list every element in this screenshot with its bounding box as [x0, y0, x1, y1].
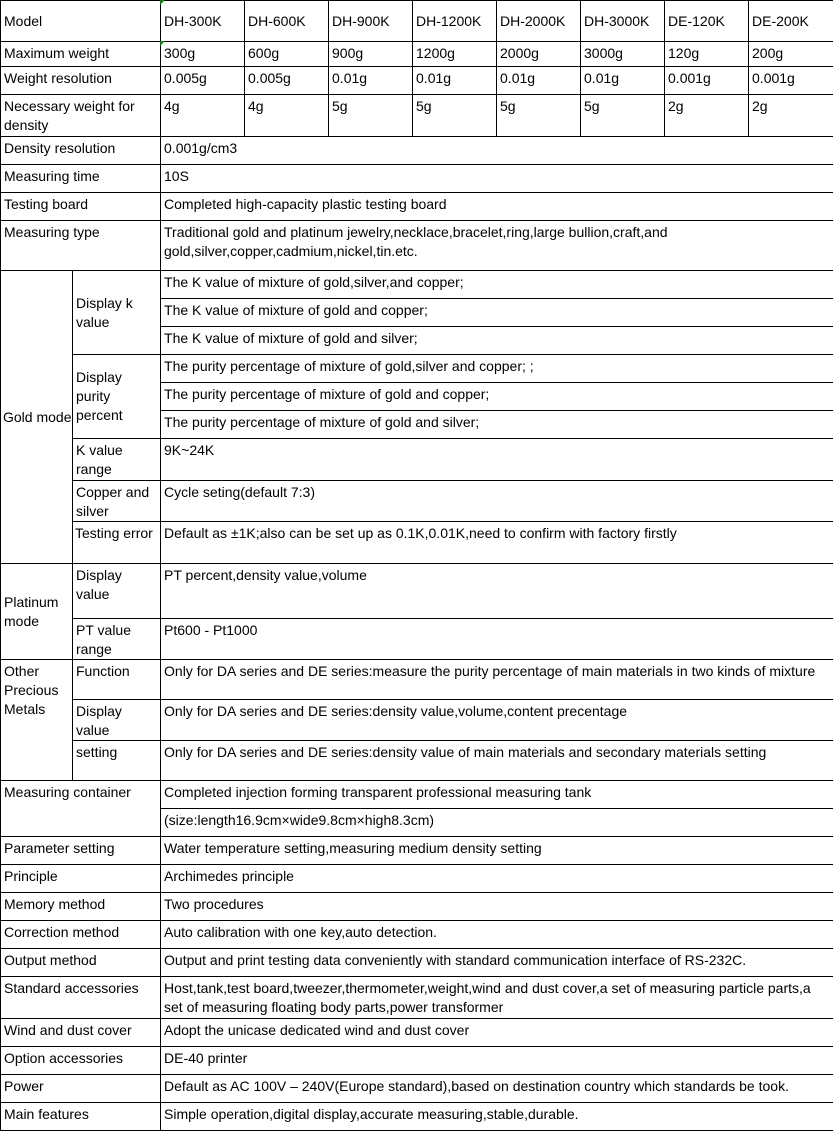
value-cell: Only for DA series and DE series:measure the purity percentage of main materials in two kinds of mixture: [161, 660, 833, 700]
sub-label: Testing error: [73, 522, 161, 564]
model-cell: DH-900K: [329, 1, 413, 42]
value-cell: Default as AC 100V – 240V(Europe standard),based on destination country which standards be took.: [161, 1075, 833, 1103]
gold-row: [1, 355, 833, 383]
value-cell: 0.01g: [497, 67, 581, 95]
value-cell: Output and print testing data conveniently with standard communication interface of RS-232C.: [161, 949, 833, 977]
value-cell: Cycle seting(default 7:3): [161, 481, 833, 522]
model-cell: DH-3000K: [581, 1, 665, 42]
row-label: Measuring container: [1, 781, 161, 837]
spec-row: [1, 1103, 833, 1131]
row-label: Parameter setting: [1, 837, 161, 865]
spec-row: [1, 1019, 833, 1047]
model-cell: DE-200K: [749, 1, 833, 42]
row-label: Option accessories: [1, 1047, 161, 1075]
value-cell: 2g: [665, 95, 749, 137]
value-cell: 2000g: [497, 42, 581, 67]
value-cell: Completed high-capacity plastic testing board: [161, 193, 833, 221]
value-cell: 0.005g: [245, 67, 329, 95]
row-label: Principle: [1, 865, 161, 893]
value-cell: 300g: [161, 42, 245, 67]
value-cell: The purity percentage of mixture of gold,silver and copper; ;: [161, 355, 833, 383]
spec-row: [1, 865, 833, 893]
gold-row: [1, 522, 833, 564]
value-cell: 3000g: [581, 42, 665, 67]
row-label: Main features: [1, 1103, 161, 1131]
row-label: Weight resolution: [1, 67, 161, 95]
value-cell: Only for DA series and DE series:density value of main materials and secondary materials setting: [161, 741, 833, 781]
max-weight-row: [1, 42, 833, 67]
sub-label: Display k value: [73, 271, 161, 355]
row-label: Wind and dust cover: [1, 1019, 161, 1047]
necessary-weight-row: [1, 95, 833, 137]
value-cell: The K value of mixture of gold and copper;: [161, 299, 833, 327]
gold-mode-label: Gold mode: [1, 271, 73, 564]
value-cell: The K value of mixture of gold and silver;: [161, 327, 833, 355]
value-cell: The K value of mixture of gold,silver,and copper;: [161, 271, 833, 299]
value-cell: 4g: [245, 95, 329, 137]
value-cell: 0.005g: [161, 67, 245, 95]
value-cell: PT percent,density value,volume: [161, 564, 833, 619]
platinum-row: [1, 619, 833, 660]
value-cell: DE-40 printer: [161, 1047, 833, 1075]
measuring-type-row: [1, 221, 833, 271]
density-resolution-row: [1, 137, 833, 165]
container-row: [1, 781, 833, 809]
gold-row: [1, 271, 833, 299]
row-label: Necessary weight for density: [1, 95, 161, 137]
value-cell: Archimedes principle: [161, 865, 833, 893]
value-cell: 0.001g/cm3: [161, 137, 833, 165]
value-cell: 0.001g: [665, 67, 749, 95]
cell-marker: [160, 41, 165, 46]
value-cell: Water temperature setting,measuring medium density setting: [161, 837, 833, 865]
row-label: Model: [1, 1, 161, 42]
value-cell: 120g: [665, 42, 749, 67]
spec-row: [1, 893, 833, 921]
model-cell: DH-1200K: [413, 1, 497, 42]
spec-row: [1, 1047, 833, 1075]
value-cell: 600g: [245, 42, 329, 67]
value-cell: 0.01g: [329, 67, 413, 95]
model-row: [1, 1, 833, 42]
row-label: Maximum weight: [1, 42, 161, 67]
value-cell: 200g: [749, 42, 833, 67]
value-cell: Simple operation,digital display,accurate measuring,stable,durable.: [161, 1103, 833, 1131]
spec-row: [1, 977, 833, 1019]
row-label: Output method: [1, 949, 161, 977]
value-cell: 2g: [749, 95, 833, 137]
other-row: [1, 741, 833, 781]
value-cell: 5g: [497, 95, 581, 137]
row-label: Correction method: [1, 921, 161, 949]
value-cell: 0.01g: [413, 67, 497, 95]
cell-marker: [160, 0, 165, 5]
value-cell: 5g: [581, 95, 665, 137]
value-cell: Only for DA series and DE series:density value,volume,content precentage: [161, 700, 833, 741]
value-cell: 0.001g: [749, 67, 833, 95]
sub-label: Display purity percent: [73, 355, 161, 439]
platinum-mode-label: Platinum mode: [1, 564, 73, 660]
model-cell: DH-2000K: [497, 1, 581, 42]
value-cell: 1200g: [413, 42, 497, 67]
other-row: [1, 660, 833, 700]
value-cell: Pt600 - Pt1000: [161, 619, 833, 660]
sub-label: setting: [73, 741, 161, 781]
value-cell: The purity percentage of mixture of gold and copper;: [161, 383, 833, 411]
gold-row: [1, 439, 833, 481]
model-cell: DE-120K: [665, 1, 749, 42]
row-label: Measuring type: [1, 221, 161, 271]
gold-row: [1, 481, 833, 522]
row-label: Testing board: [1, 193, 161, 221]
model-cell: DH-300K: [161, 1, 245, 42]
sub-label: K value range: [73, 439, 161, 481]
spec-row: [1, 921, 833, 949]
other-metals-label: Other Precious Metals: [1, 660, 73, 781]
testing-board-row: [1, 193, 833, 221]
sub-label: Function: [73, 660, 161, 700]
value-cell: 0.01g: [581, 67, 665, 95]
platinum-row: [1, 564, 833, 619]
value-cell: The purity percentage of mixture of gold and silver;: [161, 411, 833, 439]
sub-label: PT value range: [73, 619, 161, 660]
value-cell: Adopt the unicase dedicated wind and dust cover: [161, 1019, 833, 1047]
row-label: Power: [1, 1075, 161, 1103]
value-cell: 10S: [161, 165, 833, 193]
sub-label: Copper and silver: [73, 481, 161, 522]
value-cell: Host,tank,test board,tweezer,thermometer,weight,wind and dust cover,a set of measuring particle parts,a set of measuring floating body parts,power transformer: [161, 977, 833, 1019]
sub-label: Display value: [73, 700, 161, 741]
value-cell: Auto calibration with one key,auto detection.: [161, 921, 833, 949]
value-cell: Traditional gold and platinum jewelry,necklace,bracelet,ring,large bullion,craft,and gold,silver,copper,cadmium,nickel,tin.etc.: [161, 221, 833, 271]
value-cell: Completed injection forming transparent professional measuring tank: [161, 781, 833, 809]
row-label: Standard accessories: [1, 977, 161, 1019]
row-label: Memory method: [1, 893, 161, 921]
row-label: Measuring time: [1, 165, 161, 193]
value-cell: Two procedures: [161, 893, 833, 921]
spec-row: [1, 1075, 833, 1103]
model-cell: DH-600K: [245, 1, 329, 42]
spec-row: [1, 949, 833, 977]
value-cell: Default as ±1K;also can be set up as 0.1K,0.01K,need to confirm with factory firstly: [161, 522, 833, 564]
value-cell: 4g: [161, 95, 245, 137]
sub-label: Display value: [73, 564, 161, 619]
value-cell: 5g: [329, 95, 413, 137]
value-cell: 900g: [329, 42, 413, 67]
measuring-time-row: [1, 165, 833, 193]
spec-row: [1, 837, 833, 865]
row-label: Density resolution: [1, 137, 161, 165]
other-row: [1, 700, 833, 741]
weight-resolution-row: [1, 67, 833, 95]
value-cell: 9K~24K: [161, 439, 833, 481]
value-cell: 5g: [413, 95, 497, 137]
value-cell: (size:length16.9cm×wide9.8cm×high8.3cm): [161, 809, 833, 837]
